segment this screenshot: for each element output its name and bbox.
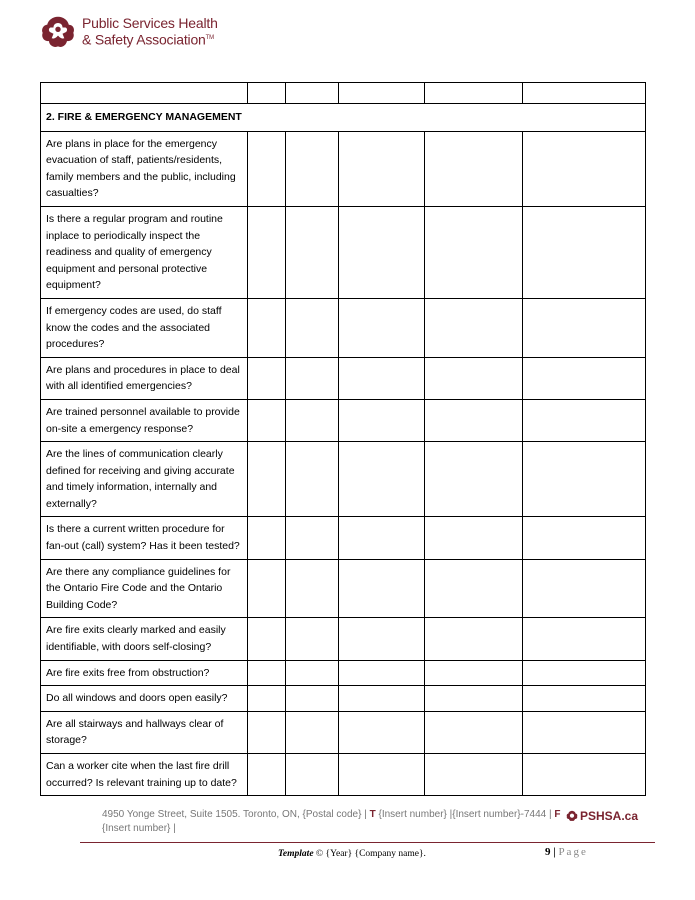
- answer-cell[interactable]: [425, 298, 523, 357]
- answer-cell[interactable]: [286, 206, 339, 298]
- answer-cell[interactable]: [248, 686, 286, 712]
- answer-cell[interactable]: [339, 559, 425, 618]
- answer-cell[interactable]: [523, 442, 646, 517]
- answer-cell[interactable]: [523, 711, 646, 753]
- question-row: [41, 754, 646, 796]
- page-indicator: [545, 846, 588, 858]
- section-title: 2. FIRE & EMERGENCY MANAGEMENT: [41, 104, 646, 132]
- table-cell: [339, 83, 425, 104]
- table-cell: [523, 83, 646, 104]
- question-row: [41, 399, 646, 441]
- question-text: Are plans and procedures in place to deal with all identified emergencies?: [41, 357, 248, 399]
- page-word: Page: [558, 846, 588, 858]
- answer-cell[interactable]: [248, 517, 286, 559]
- answer-cell[interactable]: [425, 131, 523, 206]
- answer-cell[interactable]: [248, 357, 286, 399]
- answer-cell[interactable]: [425, 711, 523, 753]
- answer-cell[interactable]: [425, 206, 523, 298]
- template-rest: © {Year} {Company name}.: [313, 849, 426, 859]
- question-text: Are the lines of communication clearly defined for receiving and giving accurate and timely information, internally and externally?: [41, 442, 248, 517]
- answer-cell[interactable]: [286, 660, 339, 686]
- question-row: [41, 442, 646, 517]
- logo-trademark: TM: [205, 35, 214, 42]
- answer-cell[interactable]: [523, 660, 646, 686]
- question-text: If emergency codes are used, do staff know the codes and the associated procedures?: [41, 298, 248, 357]
- address-text: 4950 Yonge Street, Suite 1505. Toronto, ON, {Postal code} |: [102, 809, 370, 820]
- footer-address: [102, 808, 572, 836]
- answer-cell[interactable]: [523, 517, 646, 559]
- page-separator: |: [550, 846, 559, 858]
- footer-divider: [80, 842, 655, 843]
- answer-cell[interactable]: [339, 517, 425, 559]
- answer-cell[interactable]: [286, 131, 339, 206]
- answer-cell[interactable]: [339, 754, 425, 796]
- template-notice: [278, 849, 426, 859]
- answer-cell[interactable]: [523, 559, 646, 618]
- logo-line-1: Public Services Health: [82, 15, 218, 32]
- question-text: Are plans in place for the emergency evacuation of staff, patients/residents, family members and the public, including casualties?: [41, 131, 248, 206]
- answer-cell[interactable]: [339, 298, 425, 357]
- answer-cell[interactable]: [248, 298, 286, 357]
- answer-cell[interactable]: [425, 618, 523, 660]
- table-cell: [425, 83, 523, 104]
- answer-cell[interactable]: [339, 357, 425, 399]
- answer-cell[interactable]: [425, 399, 523, 441]
- question-row: [41, 357, 646, 399]
- template-label: Template: [278, 849, 314, 859]
- answer-cell[interactable]: [523, 399, 646, 441]
- answer-cell[interactable]: [248, 559, 286, 618]
- question-text: Is there a current written procedure for fan-out (call) system? Has it been tested?: [41, 517, 248, 559]
- answer-cell[interactable]: [248, 399, 286, 441]
- question-row: [41, 711, 646, 753]
- answer-cell[interactable]: [248, 711, 286, 753]
- question-row: [41, 131, 646, 206]
- answer-cell[interactable]: [523, 206, 646, 298]
- answer-cell[interactable]: [248, 131, 286, 206]
- question-row: [41, 206, 646, 298]
- question-text: Do all windows and doors open easily?: [41, 686, 248, 712]
- answer-cell[interactable]: [286, 517, 339, 559]
- page-number: 9: [545, 846, 551, 858]
- answer-cell[interactable]: [286, 357, 339, 399]
- answer-cell[interactable]: [286, 399, 339, 441]
- answer-cell[interactable]: [339, 711, 425, 753]
- question-text: Are there any compliance guidelines for the Ontario Fire Code and the Ontario Building Code?: [41, 559, 248, 618]
- table-cell: [248, 83, 286, 104]
- table-cell: [286, 83, 339, 104]
- answer-cell[interactable]: [286, 686, 339, 712]
- checklist-table: [40, 82, 646, 796]
- question-text: Are fire exits free from obstruction?: [41, 660, 248, 686]
- answer-cell[interactable]: [523, 357, 646, 399]
- answer-cell[interactable]: [286, 559, 339, 618]
- answer-cell[interactable]: [248, 618, 286, 660]
- table-cell: [41, 83, 248, 104]
- answer-cell[interactable]: [425, 357, 523, 399]
- question-text: Are trained personnel available to provide on-site a emergency response?: [41, 399, 248, 441]
- answer-cell[interactable]: [248, 206, 286, 298]
- answer-cell[interactable]: [286, 618, 339, 660]
- phone-value: {Insert number} |{Insert number}-7444 |: [375, 809, 555, 820]
- fax-value: {Insert number} |: [102, 823, 176, 834]
- answer-cell[interactable]: [523, 754, 646, 796]
- phone-label: T: [369, 809, 376, 820]
- answer-cell[interactable]: [248, 754, 286, 796]
- footer-pshsa-logo[interactable]: [566, 809, 638, 823]
- answer-cell[interactable]: [339, 660, 425, 686]
- answer-cell[interactable]: [339, 131, 425, 206]
- answer-cell[interactable]: [339, 206, 425, 298]
- question-row: [41, 298, 646, 357]
- question-row: [41, 660, 646, 686]
- answer-cell[interactable]: [248, 442, 286, 517]
- answer-cell[interactable]: [425, 517, 523, 559]
- answer-cell[interactable]: [286, 754, 339, 796]
- question-row: [41, 618, 646, 660]
- question-text: Can a worker cite when the last fire drill occurred? Is relevant training up to date?: [41, 754, 248, 796]
- answer-cell[interactable]: [523, 618, 646, 660]
- answer-cell[interactable]: [286, 711, 339, 753]
- question-text: Are fire exits clearly marked and easily identifiable, with doors self-closing?: [41, 618, 248, 660]
- answer-cell[interactable]: [523, 131, 646, 206]
- logo-wordmark: [82, 16, 218, 48]
- fax-label: F: [554, 809, 561, 820]
- answer-cell[interactable]: [286, 442, 339, 517]
- pshsa-logo: [40, 14, 218, 50]
- logo-line-2: & Safety Association: [82, 31, 206, 48]
- question-text: Is there a regular program and routine inplace to periodically inspect the readiness and quality of emergency equipment and personal protective equipment?: [41, 206, 248, 298]
- question-row: [41, 686, 646, 712]
- answer-cell[interactable]: [339, 442, 425, 517]
- answer-cell[interactable]: [425, 754, 523, 796]
- site-link[interactable]: PSHSA.ca: [580, 809, 639, 823]
- answer-cell[interactable]: [523, 298, 646, 357]
- answer-cell[interactable]: [339, 399, 425, 441]
- question-text: Are all stairways and hallways clear of storage?: [41, 711, 248, 753]
- pshsa-emblem-icon: [40, 14, 76, 50]
- question-row: [41, 559, 646, 618]
- answer-cell[interactable]: [425, 686, 523, 712]
- answer-cell[interactable]: [248, 660, 286, 686]
- answer-cell[interactable]: [286, 298, 339, 357]
- answer-cell[interactable]: [339, 618, 425, 660]
- answer-cell[interactable]: [425, 660, 523, 686]
- section-header-row: [41, 104, 646, 132]
- blank-row: [41, 83, 646, 104]
- pshsa-emblem-icon: [566, 810, 578, 822]
- answer-cell[interactable]: [425, 559, 523, 618]
- answer-cell[interactable]: [339, 686, 425, 712]
- answer-cell[interactable]: [523, 686, 646, 712]
- question-row: [41, 517, 646, 559]
- answer-cell[interactable]: [425, 442, 523, 517]
